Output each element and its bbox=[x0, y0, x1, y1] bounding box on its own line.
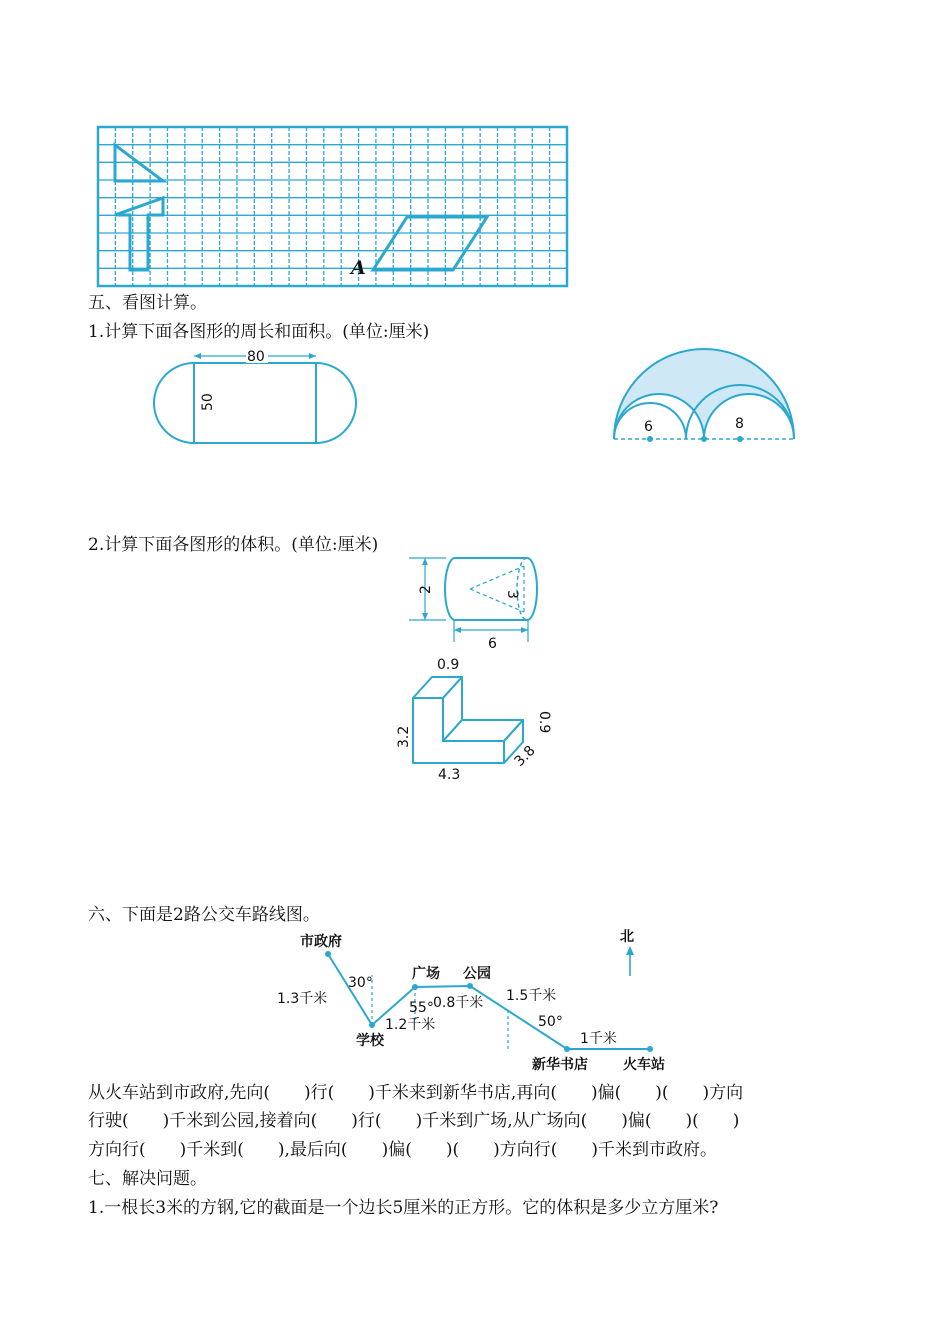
section7-q1: 1.一根长3米的方钢,它的截面是一个边长5厘米的正方形。它的体积是多少立方厘米? bbox=[88, 1198, 719, 1218]
stadium-height-label: 50 bbox=[200, 393, 216, 411]
distance-d3: 1.5千米 bbox=[506, 988, 557, 1004]
distance-d5: 1千米 bbox=[580, 1031, 617, 1047]
station-city-hall: 市政府 bbox=[300, 934, 342, 950]
cylinder-length-label: 6 bbox=[488, 636, 497, 652]
station-school: 学校 bbox=[356, 1033, 384, 1049]
lshape-right-label: 0.9 bbox=[536, 711, 552, 734]
cone-height-label: 3 bbox=[504, 590, 520, 599]
station-square: 广场 bbox=[412, 966, 440, 982]
distance-d2: 0.8千米 bbox=[433, 995, 484, 1011]
large-semicircle-label: 8 bbox=[735, 416, 744, 432]
station-bookstore: 新华书店 bbox=[532, 1057, 588, 1073]
fill-blank-line-2: 行驶( )千米到公园,接着向( )行( )千米到广场,从广场向( )偏( )( ) bbox=[88, 1111, 740, 1131]
point-a-label: A bbox=[351, 257, 366, 279]
section6-heading: 六、下面是2路公交车路线图。 bbox=[88, 905, 320, 925]
section7-heading: 七、解决问题。 bbox=[88, 1169, 207, 1189]
lshape-bottom-label: 4.3 bbox=[438, 767, 461, 783]
small-semicircle-label: 6 bbox=[644, 419, 653, 435]
lshape-height-label: 3.2 bbox=[396, 725, 412, 748]
angle-a3: 50° bbox=[538, 1014, 563, 1030]
section5-q2: 2.计算下面各图形的体积。(单位:厘米) bbox=[88, 535, 379, 555]
angle-a2: 55° bbox=[409, 1000, 434, 1016]
section5-q1: 1.计算下面各图形的周长和面积。(单位:厘米) bbox=[88, 322, 430, 342]
north-label: 北 bbox=[620, 929, 634, 945]
stadium-width-label: 80 bbox=[247, 349, 265, 365]
fill-blank-line-3: 方向行( )千米到( ),最后向( )偏( )( )方向行( )千米到市政府。 bbox=[88, 1140, 717, 1160]
station-park: 公园 bbox=[463, 966, 491, 982]
lshape-top-label: 0.9 bbox=[437, 657, 460, 673]
angle-a1: 30° bbox=[348, 975, 373, 991]
lshape-depth-label: 3.8 bbox=[511, 742, 539, 770]
cylinder-diameter-label: 2 bbox=[418, 585, 434, 594]
distance-d4: 1.2千米 bbox=[385, 1017, 436, 1033]
section5-heading: 五、看图计算。 bbox=[88, 293, 207, 313]
fill-blank-line-1: 从火车站到市政府,先向( )行( )千米来到新华书店,再向( )偏( )( )方向 bbox=[88, 1083, 744, 1103]
distance-d1: 1.3千米 bbox=[277, 991, 328, 1007]
station-train: 火车站 bbox=[623, 1057, 665, 1073]
